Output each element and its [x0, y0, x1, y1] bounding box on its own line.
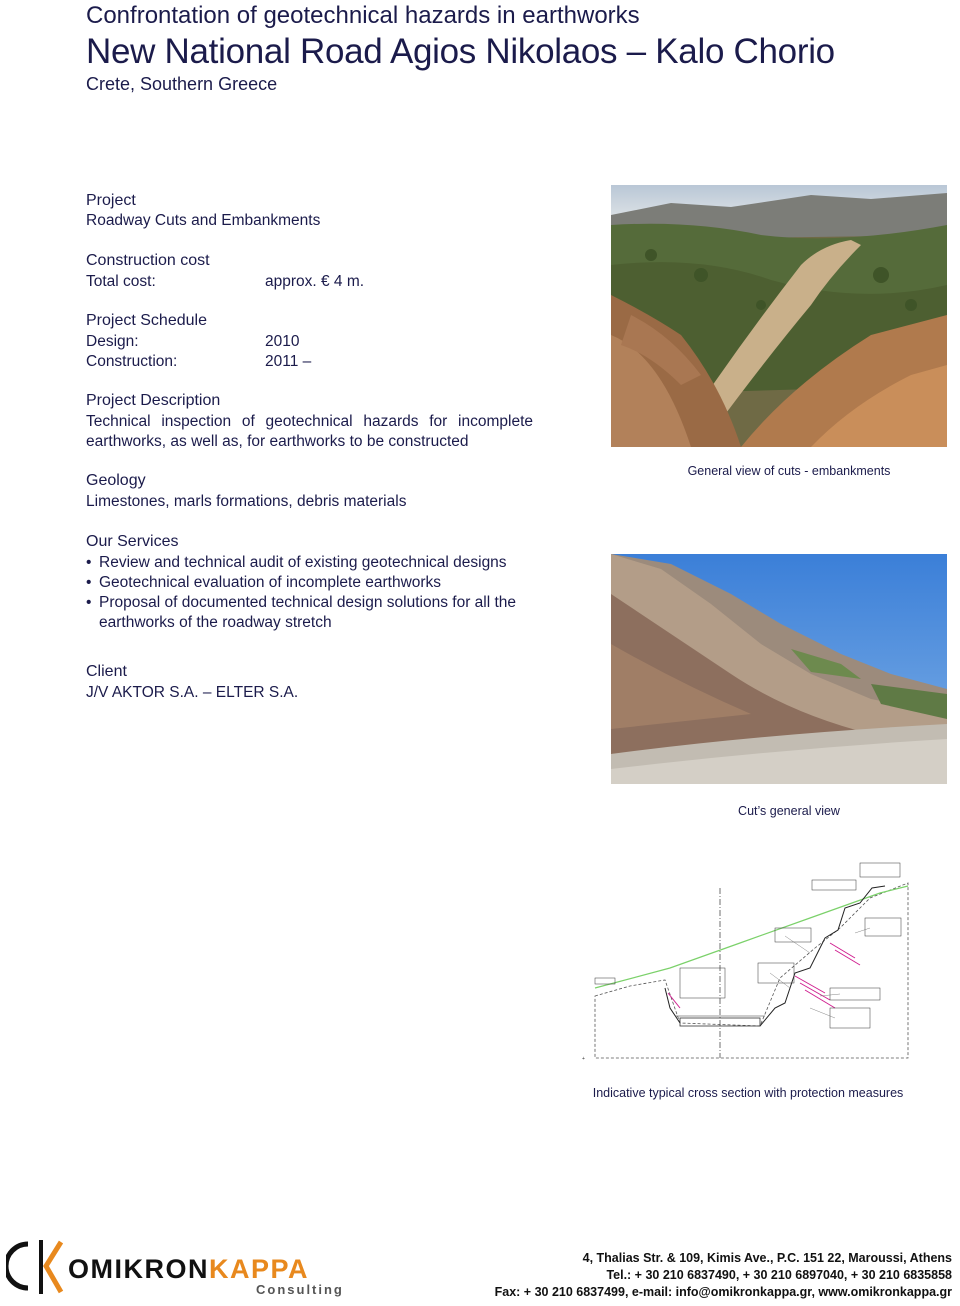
photo-cuts-embankments	[611, 185, 947, 447]
svg-text:OMIKRONKAPPA: OMIKRONKAPPA	[68, 1254, 310, 1284]
client-heading: Client	[86, 663, 127, 680]
schedule-heading: Project Schedule	[86, 312, 207, 329]
document-subtitle: Confrontation of geotechnical hazards in earthworks	[86, 2, 640, 29]
schedule-construction-label: Construction:	[86, 353, 178, 370]
cost-heading: Construction cost	[86, 252, 210, 269]
schedule-design-value: 2010	[265, 333, 300, 350]
service-item: • Review and technical audit of existing geotechnical designs	[86, 553, 536, 573]
service-item: • Proposal of documented technical design solutions for all the earthworks of the roadway stretch	[86, 593, 536, 633]
caption-photo-1: General view of cuts - embankments	[687, 464, 891, 478]
svg-text:Consulting: Consulting	[256, 1282, 344, 1297]
document-title: New National Road Agios Nikolaos – Kalo Chorio	[86, 32, 835, 71]
services-list	[86, 553, 536, 633]
cost-label: Total cost:	[86, 273, 156, 290]
footer-fax-email: Fax: + 30 210 6837499, e-mail: info@omikronkappa.gr, www.omikronkappa.gr	[494, 1285, 952, 1299]
footer-address: 4, Thalias Str. & 109, Kimis Ave., P.C. 151 22, Maroussi, Athens	[582, 1251, 952, 1265]
geology-value: Limestones, marls formations, debris materials	[86, 493, 407, 510]
svg-text:+: +	[582, 1056, 585, 1062]
project-heading: Project	[86, 192, 136, 209]
caption-cross-section: Indicative typical cross section with protection measures	[592, 1086, 904, 1100]
description-line-2: earthworks, as well as, for earthworks to be constructed	[86, 433, 469, 450]
services-heading: Our Services	[86, 533, 179, 550]
document-location: Crete, Southern Greece	[86, 74, 278, 94]
company-logo	[6, 1236, 366, 1300]
client-value: J/V AKTOR S.A. – ELTER S.A.	[86, 684, 299, 701]
schedule-construction-value: 2011 –	[265, 353, 312, 370]
geology-heading: Geology	[86, 472, 146, 489]
cross-section-drawing	[580, 858, 910, 1063]
description-line-1: Technical inspection of geotechnical hazards for incomplete	[86, 413, 533, 430]
photo-cut-general-view	[611, 554, 947, 784]
caption-photo-2: Cut’s general view	[738, 804, 840, 818]
footer-tel: Tel.: + 30 210 6837490, + 30 210 6897040, + 30 210 6835858	[606, 1268, 952, 1282]
cost-value: approx. € 4 m.	[265, 273, 365, 290]
description-heading: Project Description	[86, 392, 221, 409]
service-item: • Geotechnical evaluation of incomplete earthworks	[86, 573, 536, 593]
schedule-design-label: Design:	[86, 333, 139, 350]
project-value: Roadway Cuts and Embankments	[86, 212, 321, 229]
